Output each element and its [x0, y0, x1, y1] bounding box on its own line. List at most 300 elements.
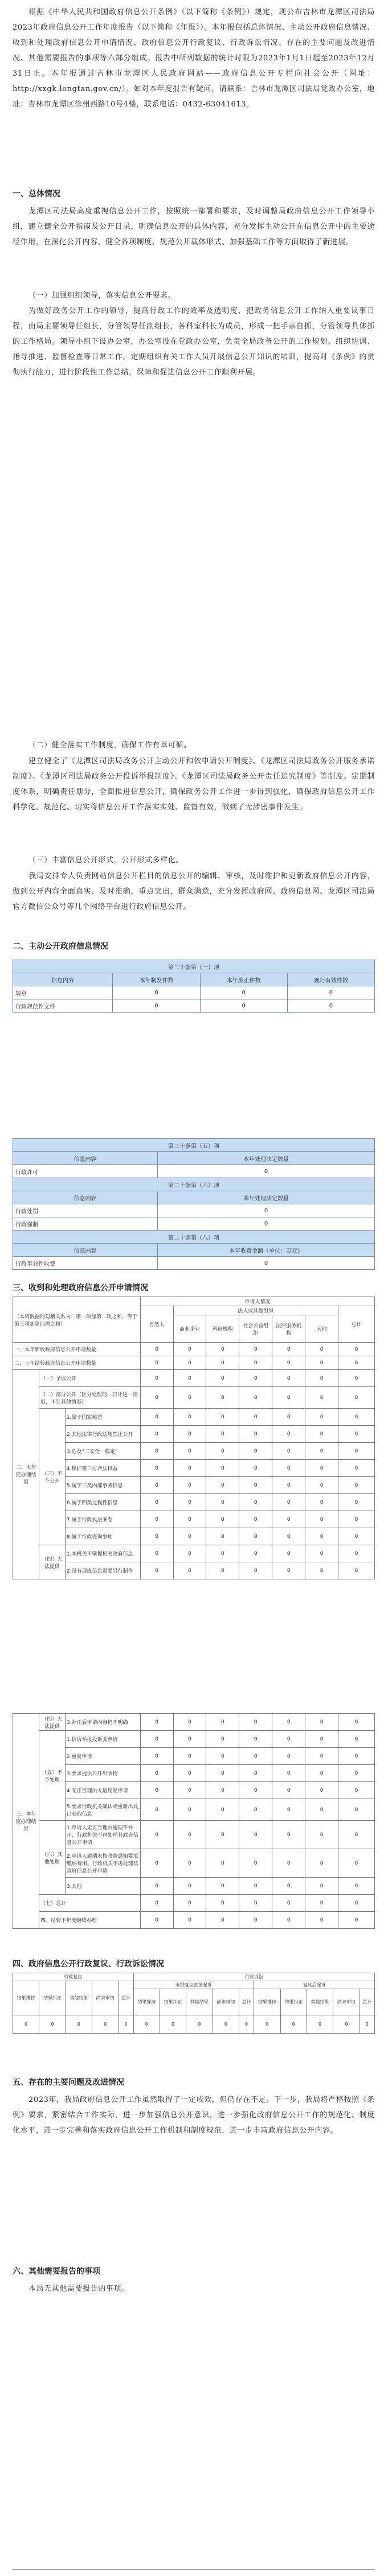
intro-paragraph: 根据《中华人民共和国政府信息公开条例》（以下简称《条例》）规定，现公布吉林市龙潭区司法局2023年政府信息公开工作年度报告（以下简称《年报》）。本年报包括总体情况、主动公开政府信息情况、收到和处理政府信息公开申请情况、政府信息公开行政复议、行政诉讼情况、存在的主要问题及改进情况、其他需要报告的事项等六部分组成。报告中所列数据的统计时限为2023年1月1日起至2023年12月31日止。本年报通过吉林市龙潭区人民政府网站——政府信息公开专栏向社会公开（网址：http://xxgk.longtan.gov.cn/）。如对本年度报告有疑问，请联系：吉林市龙潭区司法局党政办公室，地址：吉林市龙潭区徐州西路10号4楼，联系电话：0432-63041613。 — [13, 8, 375, 109]
cell: 0 — [239, 1849, 272, 1878]
table-row — [13, 1511, 375, 1528]
row-label: 行政处罚 — [13, 1204, 158, 1217]
cell: 0 — [206, 1849, 239, 1878]
cell: 0 — [140, 1731, 173, 1748]
cell: 0 — [305, 1356, 338, 1370]
table-title: 第二十条第（一）项 — [13, 960, 375, 973]
table-row — [13, 1821, 375, 1849]
cell: 0 — [173, 1545, 206, 1562]
cell: 0 — [305, 1912, 338, 1929]
row-label: 4.无正当理由大量反复申请 — [65, 1782, 140, 1799]
cell: 0 — [305, 1409, 338, 1426]
row-label: 3.要求提供公开出版物 — [65, 1765, 140, 1782]
table-row — [13, 1748, 375, 1765]
cell: 0 — [206, 1343, 239, 1356]
cell: 0 — [272, 1912, 305, 1929]
cell: 0 — [173, 1494, 206, 1511]
section1-sub3-paragraph: 我局安排专人负责网站信息公开栏目的信息公开的编辑、审核，及时维护和更新政府信息公开内容，做到公开内容全面真实、及时准确，重点突出，群众满意，充分发挥政府网、政府信息网、龙潭区司法局官方微信公众号等几个网络平台进行政府信息公开。 — [13, 872, 375, 911]
cell: 0 — [239, 1731, 272, 1748]
section1-sub2-title: （二）健全落实工作制度，确保工作有章可循。 — [28, 741, 191, 750]
section1-paragraph: 龙潭区司法局高度重视信息公开工作，按照统一部署和要求，及时调整局政府信息公开工作领导小组，建立健全公开指南及公开目录，明确信息公开的具体内容，充分发挥主动公开在信息公开中的主要途径作用，在深化公开内容、健全各项制度、规范公开载体形式、加强基础工作等方面取得了新进展。 — [13, 207, 375, 246]
column-header: 尚未审结 — [92, 1981, 118, 2015]
column-header: 本年废止件数 — [200, 973, 287, 986]
group-label: （六）其他处理 — [39, 1821, 65, 1895]
cell: 0 — [173, 1387, 206, 1409]
cell: 0 — [305, 1714, 338, 1731]
table-row — [13, 1765, 375, 1782]
table-row — [13, 1878, 375, 1895]
cell: 0 — [140, 1343, 173, 1356]
column-header: 尚未审结 — [213, 1989, 239, 2015]
cell: 0 — [206, 1878, 239, 1895]
cell: 0 — [173, 1849, 206, 1878]
cell: 0 — [158, 1204, 375, 1217]
cell: 0 — [206, 1409, 239, 1426]
cell: 0 — [272, 1356, 305, 1370]
cell: 0 — [140, 1356, 173, 1370]
cell: 0 — [92, 2015, 118, 2034]
cell: 0 — [239, 1443, 272, 1460]
table-row — [13, 1257, 375, 1270]
cell: 0 — [206, 1545, 239, 1562]
natural-person-header: 自然人 — [140, 1306, 173, 1343]
cell: 0 — [305, 1765, 338, 1782]
column-header: 商业企业 — [173, 1315, 206, 1343]
cell: 0 — [272, 1343, 305, 1356]
cell: 0 — [239, 1765, 272, 1782]
cell: 0 — [173, 1528, 206, 1545]
row-label: 3.其他 — [65, 1878, 140, 1895]
table-row — [13, 999, 375, 1013]
page-4 — [0, 1673, 388, 2576]
column-header: 结果维持 — [133, 1989, 160, 2015]
cell: 0 — [305, 1849, 338, 1878]
cell: 0 — [239, 1878, 272, 1895]
cell: 0 — [338, 1714, 375, 1731]
row-label: 5.属于三类内部事务信息 — [65, 1477, 140, 1494]
cell: 0 — [272, 1511, 305, 1528]
column-header: 复议后起诉 — [254, 1981, 375, 1989]
cell: 0 — [305, 1426, 338, 1443]
cell: 0 — [272, 1895, 305, 1912]
cell: 0 — [66, 2015, 92, 2034]
cell: 0 — [239, 1748, 272, 1765]
column-header: 科研机构 — [206, 1315, 239, 1343]
row-label: 8.属于行政查询事项 — [65, 1528, 140, 1545]
section5-title: 五、存在的主要问题及改进情况 — [13, 2078, 124, 2087]
litigation-header: 行政诉讼 — [133, 1973, 374, 1981]
cell: 0 — [206, 1765, 239, 1782]
table-title: 第二十条第（八）项 — [13, 1231, 375, 1244]
column-header: 其他 — [305, 1315, 338, 1343]
column-header: 现行有效件数 — [287, 973, 374, 986]
cell: 0 — [338, 1799, 375, 1821]
column-header: 本年制发件数 — [113, 973, 200, 986]
column-header: 本年处理决定数量 — [158, 1191, 375, 1204]
cell: 0 — [305, 1731, 338, 1748]
cell: 0 — [206, 1356, 239, 1370]
row-label: 3.补正后申请内容仍不明确 — [65, 1714, 140, 1731]
cell: 0 — [333, 2015, 360, 2034]
column-header: 尚未审结 — [333, 1989, 360, 2015]
cell: 0 — [338, 1748, 375, 1765]
cell: 0 — [173, 1343, 206, 1356]
cell: 0 — [272, 1731, 305, 1748]
cell: 0 — [160, 2015, 186, 2034]
section3-title: 三、收到和处理政府信息公开申请情况 — [13, 1283, 148, 1293]
cell: 0 — [239, 1409, 272, 1426]
cell: 0 — [305, 1494, 338, 1511]
section6-title: 六、其他需要报告的事项 — [13, 2267, 100, 2276]
page-2 — [0, 592, 388, 1104]
page-1 — [0, 0, 388, 592]
row-label: （二）部分公开（区分处理的，只计这一情形，不计其他情形） — [39, 1387, 140, 1409]
cell: 0 — [338, 1426, 375, 1443]
review-header: 行政复议 — [13, 1973, 134, 1981]
cell: 0 — [338, 1409, 375, 1426]
cell: 0 — [254, 2015, 280, 2034]
cell: 0 — [305, 1370, 338, 1387]
cell: 0 — [213, 2015, 239, 2034]
cell: 0 — [206, 1511, 239, 1528]
row-label: 1.本机关不掌握相关政府信息 — [65, 1545, 140, 1562]
cell: 0 — [206, 1443, 239, 1460]
cell: 0 — [338, 1731, 375, 1748]
cell: 0 — [338, 1782, 375, 1799]
cell: 0 — [206, 1895, 239, 1912]
row-label: 二、上年结转政府信息公开申请数量 — [13, 1356, 141, 1370]
table-row — [13, 2015, 375, 2034]
section4-title: 四、政府信息公开行政复议、行政诉讼情况 — [13, 1960, 164, 1969]
cell: 0 — [272, 1562, 305, 1579]
table-row — [13, 1477, 375, 1494]
cell: 0 — [173, 1748, 206, 1765]
cell: 0 — [239, 1799, 272, 1821]
row-label: 2.其他法律行政法规禁止公开 — [65, 1426, 140, 1443]
row-label: 1.信访举报投诉类申请 — [65, 1731, 140, 1748]
cell: 0 — [140, 1878, 173, 1895]
cell: 0 — [272, 1782, 305, 1799]
table-row — [13, 1426, 375, 1443]
cell: 0 — [338, 1343, 375, 1356]
row-label: 1.申请人无正当理由逾期不补正、行政机关不再处理其政府信息公开申请 — [65, 1821, 140, 1849]
cell: 0 — [305, 1545, 338, 1562]
cell: 0 — [338, 1477, 375, 1494]
applicant-header: 申请人情况 — [140, 1297, 374, 1306]
table-row — [13, 1460, 375, 1477]
cell: 0 — [239, 1895, 272, 1912]
cell: 0 — [140, 1748, 173, 1765]
cell: 0 — [206, 1748, 239, 1765]
cell: 0 — [338, 1443, 375, 1460]
cell: 0 — [239, 1343, 272, 1356]
cell: 0 — [206, 1912, 239, 1929]
row-label: （一）予以公开 — [39, 1370, 140, 1387]
cell: 0 — [140, 1849, 173, 1878]
column-header: 社会公益组织 — [239, 1315, 272, 1343]
cell: 0 — [206, 1714, 239, 1731]
cell: 0 — [158, 1257, 375, 1270]
table-row — [13, 1912, 375, 1929]
cell: 0 — [272, 1878, 305, 1895]
cell: 0 — [338, 1387, 375, 1409]
group-label: （五）不予处理 — [39, 1731, 65, 1821]
cell: 0 — [140, 1477, 173, 1494]
cell: 0 — [140, 1409, 173, 1426]
cell: 0 — [305, 1895, 338, 1912]
total-header: 总计 — [338, 1306, 375, 1343]
column-header: 信息内容 — [13, 1244, 158, 1257]
row-label: 四、结转下年度继续办理 — [39, 1912, 140, 1929]
cell: 0 — [173, 1765, 206, 1782]
column-header: 总计 — [360, 1989, 374, 2015]
cell: 0 — [206, 1426, 239, 1443]
row-label: 规章 — [13, 986, 113, 999]
row-label: 2.没有现成信息需要另行制作 — [65, 1562, 140, 1579]
cell: 0 — [239, 1528, 272, 1545]
cell: 0 — [307, 2015, 333, 2034]
cell: 0 — [287, 986, 374, 999]
cell: 0 — [133, 2015, 160, 2034]
row-label: 一、本年新收政府信息公开申请数量 — [13, 1343, 141, 1356]
cell: 0 — [305, 1343, 338, 1356]
cell: 0 — [140, 1460, 173, 1477]
cell: 0 — [173, 1782, 206, 1799]
result-header: 三、本年度办理结果 — [13, 1714, 39, 1929]
table-title: 第二十条第（五）项 — [13, 1139, 375, 1152]
cell: 0 — [173, 1731, 206, 1748]
cell: 0 — [206, 1387, 239, 1409]
cell: 0 — [305, 1782, 338, 1799]
row-label: 2.申请人逾期未按收费通知要求缴纳费用、行政机关不再处理其政府信息公开申请 — [65, 1849, 140, 1878]
table-row — [13, 1895, 375, 1912]
cell: 0 — [200, 986, 287, 999]
row-label: 2.重复申请 — [65, 1748, 140, 1765]
cell: 0 — [140, 1765, 173, 1782]
cell: 0 — [206, 1528, 239, 1545]
cell: 0 — [272, 1748, 305, 1765]
table-row — [13, 1849, 375, 1878]
table-row — [13, 1343, 375, 1356]
column-header: 其他结果 — [66, 1981, 92, 2015]
cell: 0 — [158, 1165, 375, 1178]
row-label: 4.保护第三方合法权益 — [65, 1460, 140, 1477]
table-corner-note: （本列数据的勾稽关系为：第一项加第二项之和，等于第三项加第四项之和） — [13, 1297, 141, 1343]
table-row — [13, 1409, 375, 1426]
row-label: 5.要求行政机关确认或重新出具已获取信息 — [65, 1799, 140, 1821]
column-header: 结果维持 — [13, 1981, 39, 2015]
table-row — [13, 1799, 375, 1821]
row-label: 行政许可 — [13, 1165, 158, 1178]
section5-paragraph: 2023年，我局政府信息公开工作虽然取得了一定成效，但仍存在不足。下一步，我局将严格按照《条例》要求，紧密结合工作实际，进一步加强信息公开意识，进一步强化政府信息公开工作的规范化、制度化水平，进一步完善和落实政府信息公开工作机制和制度规范，进一步丰富政府信息公开内容。 — [13, 2096, 375, 2135]
section1-sub1-paragraph: 为做好政务公开工作的领导，提高行政工作的效率及透明度，把政务信息公开工作纳入重要议事日程，由局主要领导任组长，分管领导任副组长，各科室科长为成员，形成一把手亲自抓，分管领导具体抓的工作格局。领导小组下设办公室，办公室设在党政办公室，负责全局政务公开的工作规划、组织协调、指导推进、监督检查等日常工作。定期组织有关工作人员开展信息公开知识的培训，提高对《条例》的贯彻执行能力，进行阶段性工作总结，保障和促进信息公开工作顺利开展。 — [13, 307, 375, 377]
row-label: 6.属于四类过程性信息 — [65, 1494, 140, 1511]
table-row — [13, 1731, 375, 1748]
table-row — [13, 1356, 375, 1370]
cell: 0 — [338, 1912, 375, 1929]
cell: 0 — [239, 2015, 254, 2034]
row-label: （七）总计 — [39, 1895, 140, 1912]
cell: 0 — [140, 1370, 173, 1387]
table-title: 第二十条第（六）项 — [13, 1178, 375, 1191]
section1-sub1-title: （一）加强组织领导，落实信息公开要求。 — [28, 291, 176, 300]
cell: 0 — [239, 1426, 272, 1443]
cell: 0 — [239, 1370, 272, 1387]
cell: 0 — [239, 1460, 272, 1477]
section1-sub2-paragraph: 建立健全了《龙潭区司法局政务公开主动公开和依申请公开制度》、《龙潭区司法局政务公开服务承诺制度》、《龙潭区司法局政务公开投诉举报制度》、《龙潭区司法局政务公开责任追究制度》等制度。定期制度体系，明确责任划分，全面推进信息公开，确保政务公开工作进一步得到强化，确保政府信息公开工作科学化、规范化、切实将信息公开工作落实实处、监督有效，做到了无涉密事件发生。 — [13, 757, 375, 812]
cell: 0 — [140, 1782, 173, 1799]
column-header: 结果维持 — [254, 1989, 280, 2015]
cell: 0 — [173, 1477, 206, 1494]
cell: 0 — [206, 1782, 239, 1799]
cell: 0 — [338, 1511, 375, 1528]
column-header: 结果纠正 — [280, 1989, 307, 2015]
cell: 0 — [272, 1387, 305, 1409]
section1-sub3-title: （三）丰富信息公开形式，公开形式多样化。 — [28, 856, 184, 865]
cell: 0 — [272, 1370, 305, 1387]
cell: 0 — [173, 1443, 206, 1460]
cell: 0 — [305, 1562, 338, 1579]
cell: 0 — [239, 1387, 272, 1409]
column-header: 信息内容 — [13, 973, 113, 986]
column-header: 信息内容 — [13, 1191, 158, 1204]
cell: 0 — [173, 1562, 206, 1579]
row-label: 行政事业性收费 — [13, 1257, 158, 1270]
cell: 0 — [206, 1370, 239, 1387]
cell: 0 — [200, 999, 287, 1013]
cell: 0 — [239, 1477, 272, 1494]
cell: 0 — [272, 1714, 305, 1731]
page-3 — [0, 1104, 388, 1673]
cell: 0 — [305, 1799, 338, 1821]
column-header: 其他结果 — [307, 1989, 333, 2015]
cell: 0 — [140, 1387, 173, 1409]
column-header: 其他结果 — [186, 1989, 213, 2015]
cell: 0 — [272, 1426, 305, 1443]
cell: 0 — [305, 1821, 338, 1849]
cell: 0 — [140, 1912, 173, 1929]
cell: 0 — [239, 1511, 272, 1528]
cell: 0 — [239, 1562, 272, 1579]
cell: 0 — [272, 1765, 305, 1782]
cell: 0 — [173, 1409, 206, 1426]
cell: 0 — [113, 999, 200, 1013]
table-row — [13, 1782, 375, 1799]
cell: 0 — [338, 1765, 375, 1782]
cell: 0 — [173, 1714, 206, 1731]
cell: 0 — [305, 1511, 338, 1528]
column-header: 信息内容 — [13, 1152, 158, 1165]
table-row — [13, 1562, 375, 1579]
cell: 0 — [173, 1511, 206, 1528]
cell: 0 — [239, 1356, 272, 1370]
cell: 0 — [173, 1370, 206, 1387]
cell: 0 — [272, 1460, 305, 1477]
cell: 0 — [173, 1895, 206, 1912]
table-review-litigation — [13, 1973, 375, 2034]
result-header: 三、本年度办理结果 — [13, 1370, 39, 1579]
cell: 0 — [206, 1460, 239, 1477]
table-row — [13, 1217, 375, 1231]
cell: 0 — [140, 1443, 173, 1460]
table-row — [13, 986, 375, 999]
cell: 0 — [239, 1912, 272, 1929]
cell: 0 — [173, 1356, 206, 1370]
legal-header: 法人或其他组织 — [173, 1306, 338, 1315]
cell: 0 — [173, 1426, 206, 1443]
cell: 0 — [186, 2015, 213, 2034]
section6-paragraph: 本局无其他需要报告的事项。 — [28, 2285, 129, 2293]
cell: 0 — [239, 1545, 272, 1562]
table-row — [13, 1370, 375, 1387]
cell: 0 — [140, 1714, 173, 1731]
cell: 0 — [280, 2015, 307, 2034]
cell: 0 — [305, 1477, 338, 1494]
table-row — [13, 1204, 375, 1217]
cell: 0 — [239, 1821, 272, 1849]
cell: 0 — [272, 1443, 305, 1460]
row-label: 3.危及“三安全一稳定” — [65, 1443, 140, 1460]
cell: 0 — [173, 1878, 206, 1895]
cell: 0 — [173, 1460, 206, 1477]
cell: 0 — [158, 1217, 375, 1231]
row-label: 行政规范性文件 — [13, 999, 113, 1013]
cell: 0 — [305, 1528, 338, 1545]
divider — [13, 2569, 375, 2570]
cell: 0 — [140, 1545, 173, 1562]
cell: 0 — [206, 1731, 239, 1748]
cell: 0 — [305, 1878, 338, 1895]
cell: 0 — [338, 1821, 375, 1849]
group-label: （四）无法提供 — [39, 1714, 65, 1731]
table-applications-part2 — [13, 1713, 375, 1929]
cell: 0 — [239, 1782, 272, 1799]
cell: 0 — [272, 1799, 305, 1821]
row-label: 行政强制 — [13, 1217, 158, 1231]
cell: 0 — [338, 1849, 375, 1878]
column-header: 法律服务机构 — [272, 1315, 305, 1343]
group-label: （四）无法提供 — [39, 1545, 65, 1579]
column-header: 总计 — [239, 1989, 254, 2015]
column-header: 结果纠正 — [160, 1989, 186, 2015]
cell: 0 — [338, 1494, 375, 1511]
cell: 0 — [338, 1895, 375, 1912]
cell: 0 — [338, 1356, 375, 1370]
cell: 0 — [305, 1387, 338, 1409]
table-article20-item1 — [13, 960, 375, 1013]
table-row — [13, 1545, 375, 1562]
cell: 0 — [13, 2015, 39, 2034]
cell: 0 — [140, 1895, 173, 1912]
table-row — [13, 1494, 375, 1511]
cell: 0 — [272, 1494, 305, 1511]
column-header: 本年收费金额（单位：万元） — [158, 1244, 375, 1257]
cell: 0 — [119, 2015, 133, 2034]
cell: 0 — [39, 2015, 66, 2034]
cell: 0 — [338, 1370, 375, 1387]
section2-title: 二、主动公开政府信息情况 — [13, 942, 108, 951]
cell: 0 — [272, 1409, 305, 1426]
cell: 0 — [272, 1849, 305, 1878]
cell: 0 — [305, 1443, 338, 1460]
table-row — [13, 1528, 375, 1545]
cell: 0 — [360, 2015, 374, 2034]
cell: 0 — [338, 1460, 375, 1477]
cell: 0 — [140, 1562, 173, 1579]
cell: 0 — [206, 1494, 239, 1511]
cell: 0 — [305, 1460, 338, 1477]
cell: 0 — [140, 1426, 173, 1443]
